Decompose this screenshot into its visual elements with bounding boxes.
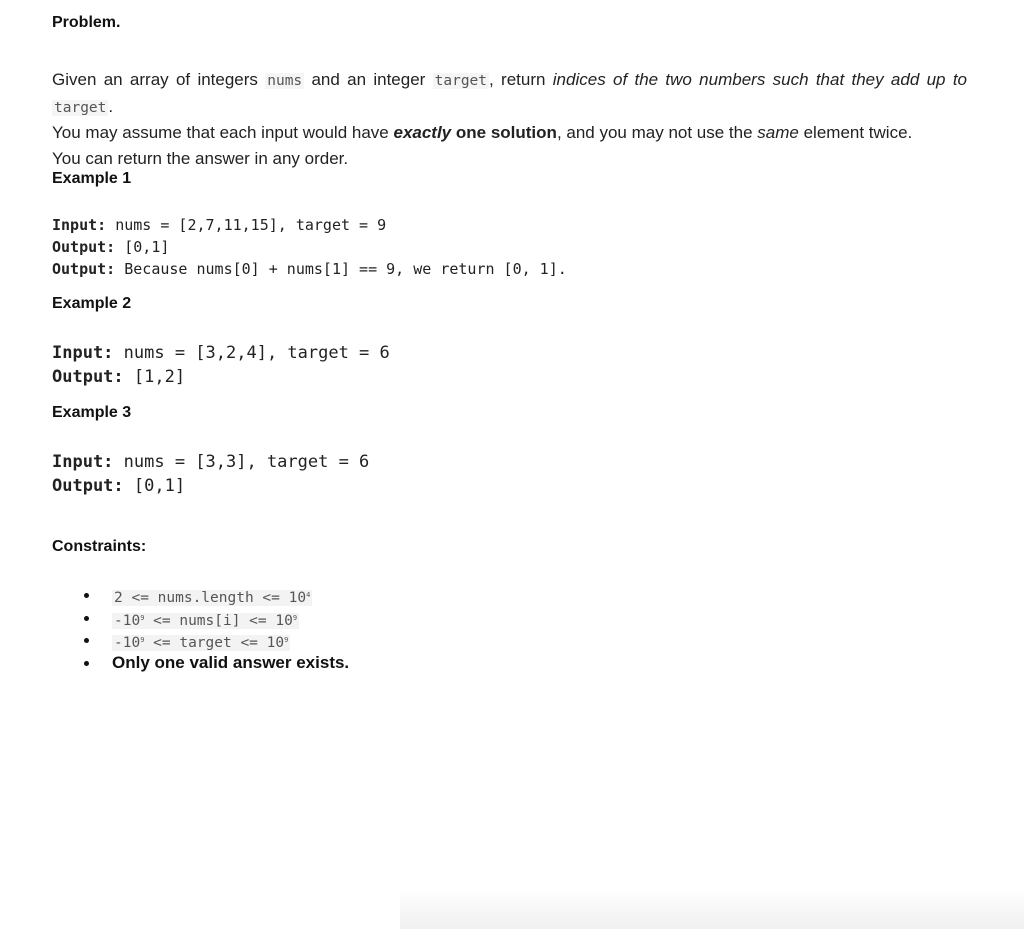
desc-emphasis: indices of the two numbers such that they add up to xyxy=(552,70,967,89)
code-target-2: target xyxy=(54,100,107,116)
constraint-text: -10 xyxy=(114,612,141,629)
constraint-item xyxy=(64,584,349,607)
desc-text-4: . xyxy=(108,97,114,116)
code-nums: nums xyxy=(267,73,303,89)
assume-text-1: You may assume that each input would have xyxy=(52,123,394,142)
constraint-item xyxy=(64,629,349,652)
constraint-exponent: 9 xyxy=(140,613,145,622)
example-3-block xyxy=(52,450,369,498)
assume-text-3: element twice. xyxy=(798,123,913,142)
constraint-exponent: 9 xyxy=(140,636,145,644)
example-2-heading: Example 2 xyxy=(52,295,132,312)
output-label: Output: xyxy=(52,367,124,387)
assume-em: same xyxy=(757,123,799,142)
constraint-text: <= nums[i] <= 10 xyxy=(144,612,293,629)
constraint-note: Only one valid answer exists. xyxy=(112,652,350,672)
constraint-code xyxy=(112,635,290,651)
input-value: nums = [3,3], target = 6 xyxy=(113,452,370,472)
assume-strong-text: one solution xyxy=(451,123,557,142)
constraint-code xyxy=(112,613,299,629)
constraint-text: 2 <= nums.length <= 10 xyxy=(114,590,307,606)
example-1-heading: Example 1 xyxy=(52,170,132,187)
output-value: [0,1] xyxy=(115,238,170,256)
example-2-output xyxy=(52,365,390,389)
constraint-item xyxy=(64,607,349,630)
output-value: [0,1] xyxy=(123,476,186,496)
problem-description xyxy=(52,67,967,121)
example-1-explanation xyxy=(52,258,567,280)
page-shadow xyxy=(400,889,1024,929)
assume-line-2: You can return the answer in any order. xyxy=(52,149,349,168)
example-3-input xyxy=(52,450,369,474)
explanation-value: Because nums[0] + nums[1] == 9, we return [0, 1]. xyxy=(115,260,567,278)
example-1-input xyxy=(52,214,567,236)
constraint-text: -10 xyxy=(114,635,141,651)
problem-assumption xyxy=(52,120,967,172)
desc-text-2: and an integer xyxy=(304,70,433,89)
desc-text-1: Given an array of integers xyxy=(52,70,266,89)
constraints-heading: Constraints: xyxy=(52,538,147,555)
input-label: Input: xyxy=(52,452,114,472)
desc-text-3: , return xyxy=(489,70,553,89)
assume-text-2: , and you may not use the xyxy=(556,123,758,142)
constraints-list xyxy=(64,584,349,674)
input-value: nums = [3,2,4], target = 6 xyxy=(113,343,390,363)
output-label: Output: xyxy=(52,476,124,496)
input-label: Input: xyxy=(52,343,114,363)
code-target: target xyxy=(434,73,488,89)
input-label: Input: xyxy=(52,216,107,234)
constraint-code xyxy=(112,590,312,606)
input-value: nums = [2,7,11,15], target = 9 xyxy=(106,216,387,234)
constraint-exponent: 9 xyxy=(284,636,289,644)
example-2-block xyxy=(52,341,390,389)
example-2-input xyxy=(52,341,390,365)
constraint-exponent: 9 xyxy=(292,613,298,622)
output-value: [1,2] xyxy=(123,367,186,387)
constraint-item xyxy=(64,652,349,675)
constraint-text: <= target <= 10 xyxy=(144,635,285,651)
example-1-block xyxy=(52,214,567,280)
constraint-exponent: 4 xyxy=(306,591,311,599)
assume-strong xyxy=(393,123,556,142)
example-1-output xyxy=(52,236,567,258)
output-label: Output: xyxy=(52,260,116,278)
example-3-heading: Example 3 xyxy=(52,404,132,421)
problem-heading: Problem. xyxy=(52,14,121,31)
assume-strong-em: exactly xyxy=(393,123,452,142)
output-label: Output: xyxy=(52,238,116,256)
example-3-output xyxy=(52,474,369,498)
